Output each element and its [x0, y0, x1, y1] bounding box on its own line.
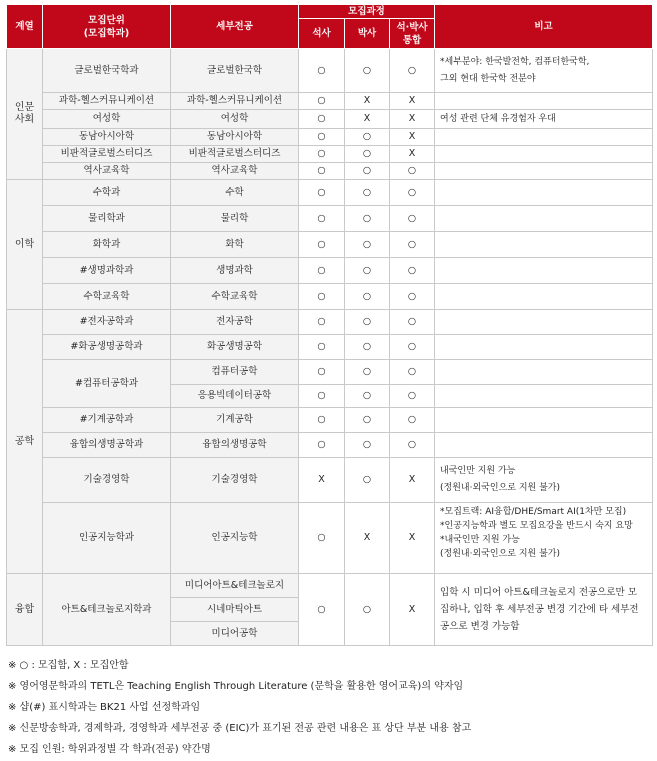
remarks-cell: *세부분야: 한국발전학, 컴퓨터한국학, 그외 현대 한국학 전분야 — [435, 49, 653, 93]
remarks-cell: 내국인만 지원 가능 (정원내·외국인으로 지원 불가) — [435, 458, 653, 503]
major-cell: 기술경영학 — [171, 458, 299, 503]
unit-cell: 수학교육학 — [43, 284, 171, 310]
doctor-cell: ○ — [345, 458, 390, 503]
remarks-cell: 여성 관련 단체 유경험자 우대 — [435, 110, 653, 129]
remarks-cell: 입학 시 미디어 아트&테크놀로지 전공으로만 모 집하나, 입학 후 세부전공 변경 기간에 타 세부전 공으로 변경 가능함 — [435, 574, 653, 646]
doctor-cell: ○ — [345, 574, 390, 646]
doctor-cell: X — [345, 503, 390, 574]
table-row — [7, 93, 653, 110]
header-unit: 모집단위 (모집학과) — [43, 5, 171, 49]
remarks-cell — [435, 163, 653, 180]
table-row — [7, 110, 653, 129]
footnote: ※ 신문방송학과, 경제학과, 경영학과 세부전공 중 (EIC)가 표기된 전공 관련 내용은 표 상단 부분 내용 참고 — [8, 723, 472, 734]
table-row — [7, 146, 653, 163]
doctor-cell: ○ — [345, 433, 390, 458]
master-cell: ○ — [299, 49, 345, 93]
integrated-cell: X — [390, 110, 435, 129]
major-cell: 동남아시아학 — [171, 129, 299, 146]
table-row — [7, 49, 653, 93]
category-cell: 공학 — [7, 310, 43, 574]
unit-cell: 기술경영학 — [43, 458, 171, 503]
unit-cell: 역사교육학 — [43, 163, 171, 180]
master-cell: ○ — [299, 574, 345, 646]
major-cell: 글로벌한국학 — [171, 49, 299, 93]
doctor-cell: ○ — [345, 408, 390, 433]
unit-cell: #생명과학과 — [43, 258, 171, 284]
table-row — [7, 503, 653, 574]
table-row — [7, 206, 653, 232]
master-cell: ○ — [299, 163, 345, 180]
unit-cell: 인공지능학과 — [43, 503, 171, 574]
remarks-cell — [435, 232, 653, 258]
remarks-cell — [435, 408, 653, 433]
integrated-cell: X — [390, 503, 435, 574]
master-cell: ○ — [299, 503, 345, 574]
remarks-cell — [435, 93, 653, 110]
master-cell: ○ — [299, 110, 345, 129]
footnotes — [8, 655, 471, 760]
integrated-cell: ○ — [390, 232, 435, 258]
doctor-cell: ○ — [345, 163, 390, 180]
remarks-cell — [435, 206, 653, 232]
master-cell: ○ — [299, 335, 345, 360]
unit-cell: #전자공학과 — [43, 310, 171, 335]
category-cell: 이학 — [7, 180, 43, 310]
table-row — [7, 129, 653, 146]
remarks-cell — [435, 284, 653, 310]
unit-cell: 동남아시아학 — [43, 129, 171, 146]
doctor-cell: ○ — [345, 232, 390, 258]
category-cell: 인문 사회 — [7, 49, 43, 180]
master-cell: ○ — [299, 360, 345, 385]
master-cell: ○ — [299, 232, 345, 258]
header-major: 세부전공 — [171, 5, 299, 49]
major-cell: 인공지능학 — [171, 503, 299, 574]
major-cell: 미디어공학 — [171, 622, 299, 646]
master-cell: ○ — [299, 385, 345, 408]
table-row — [7, 232, 653, 258]
category-cell: 융합 — [7, 574, 43, 646]
doctor-cell: ○ — [345, 360, 390, 385]
unit-cell: 융합의생명공학과 — [43, 433, 171, 458]
master-cell: ○ — [299, 433, 345, 458]
footnote: ※ 영어영문학과의 TETL은 Teaching English Through Literature (문학을 활용한 영어교육)의 약자임 — [8, 681, 464, 692]
doctor-cell: ○ — [345, 310, 390, 335]
unit-cell: 여성학 — [43, 110, 171, 129]
remarks-cell — [435, 433, 653, 458]
integrated-cell: ○ — [390, 385, 435, 408]
major-cell: 화공생명공학 — [171, 335, 299, 360]
integrated-cell: X — [390, 146, 435, 163]
master-cell: ○ — [299, 93, 345, 110]
doctor-cell: ○ — [345, 385, 390, 408]
table-row — [7, 574, 653, 598]
table-row — [7, 433, 653, 458]
integrated-cell: ○ — [390, 49, 435, 93]
master-cell: X — [299, 458, 345, 503]
master-cell: ○ — [299, 206, 345, 232]
doctor-cell: X — [345, 93, 390, 110]
header-doctor: 박사 — [345, 19, 390, 49]
major-cell: 과학-헬스커뮤니케이션 — [171, 93, 299, 110]
doctor-cell: ○ — [345, 284, 390, 310]
unit-cell: #기계공학과 — [43, 408, 171, 433]
master-cell: ○ — [299, 408, 345, 433]
major-cell: 융합의생명공학 — [171, 433, 299, 458]
major-cell: 수학 — [171, 180, 299, 206]
master-cell: ○ — [299, 146, 345, 163]
table-row — [7, 360, 653, 385]
header-integrated: 석·박사 통합 — [390, 19, 435, 49]
remarks-cell — [435, 258, 653, 284]
integrated-cell: X — [390, 129, 435, 146]
unit-cell: 비판적글로벌스터디즈 — [43, 146, 171, 163]
unit-cell: 물리학과 — [43, 206, 171, 232]
integrated-cell: ○ — [390, 360, 435, 385]
integrated-cell: ○ — [390, 310, 435, 335]
header-course-group: 모집과정 — [299, 5, 435, 19]
table-row — [7, 408, 653, 433]
doctor-cell: ○ — [345, 335, 390, 360]
unit-cell: 과학-헬스커뮤니케이션 — [43, 93, 171, 110]
header-remarks: 비고 — [435, 5, 653, 49]
integrated-cell: ○ — [390, 206, 435, 232]
table-row — [7, 458, 653, 503]
doctor-cell: ○ — [345, 49, 390, 93]
master-cell: ○ — [299, 129, 345, 146]
major-cell: 시네마틱아트 — [171, 598, 299, 622]
remarks-cell — [435, 146, 653, 163]
table-row — [7, 258, 653, 284]
major-cell: 전자공학 — [171, 310, 299, 335]
table-row — [7, 335, 653, 360]
major-cell: 응용빅데이터공학 — [171, 385, 299, 408]
remarks-cell: *모집트랙: AI융합/DHE/Smart AI(1차만 모집) *인공지능학과 별도 모집요강을 반드시 숙지 요망 *내국인만 지원 가능 (정원내·외국인으로 지원 불가) — [435, 503, 653, 574]
doctor-cell: ○ — [345, 129, 390, 146]
integrated-cell: X — [390, 458, 435, 503]
remarks-cell — [435, 129, 653, 146]
master-cell: ○ — [299, 310, 345, 335]
remarks-cell — [435, 335, 653, 360]
master-cell: ○ — [299, 180, 345, 206]
unit-cell: 글로벌한국학과 — [43, 49, 171, 93]
major-cell: 역사교육학 — [171, 163, 299, 180]
footnote: ※ ○ : 모집함, X : 모집안함 — [8, 660, 129, 671]
major-cell: 미디어아트&테크놀로지 — [171, 574, 299, 598]
integrated-cell: ○ — [390, 258, 435, 284]
unit-cell: #화공생명공학과 — [43, 335, 171, 360]
major-cell: 컴퓨터공학 — [171, 360, 299, 385]
remarks-cell — [435, 385, 653, 408]
unit-cell: 화학과 — [43, 232, 171, 258]
major-cell: 여성학 — [171, 110, 299, 129]
major-cell: 화학 — [171, 232, 299, 258]
integrated-cell: ○ — [390, 284, 435, 310]
integrated-cell: ○ — [390, 408, 435, 433]
remarks-cell — [435, 310, 653, 335]
doctor-cell: ○ — [345, 146, 390, 163]
major-cell: 생명과학 — [171, 258, 299, 284]
unit-cell: 수학과 — [43, 180, 171, 206]
major-cell: 수학교육학 — [171, 284, 299, 310]
table-body — [7, 49, 653, 646]
integrated-cell: X — [390, 93, 435, 110]
header-master: 석사 — [299, 19, 345, 49]
major-cell: 물리학 — [171, 206, 299, 232]
master-cell: ○ — [299, 258, 345, 284]
doctor-cell: ○ — [345, 206, 390, 232]
integrated-cell: X — [390, 574, 435, 646]
table-row — [7, 180, 653, 206]
integrated-cell: ○ — [390, 433, 435, 458]
integrated-cell: ○ — [390, 180, 435, 206]
unit-cell: 아트&테크놀로지학과 — [43, 574, 171, 646]
integrated-cell: ○ — [390, 163, 435, 180]
footnote: ※ 샵(#) 표시학과는 BK21 사업 선정학과임 — [8, 702, 201, 713]
remarks-cell — [435, 360, 653, 385]
integrated-cell: ○ — [390, 335, 435, 360]
master-cell: ○ — [299, 284, 345, 310]
table-row — [7, 310, 653, 335]
doctor-cell: X — [345, 110, 390, 129]
header-category: 계열 — [7, 5, 43, 49]
doctor-cell: ○ — [345, 258, 390, 284]
doctor-cell: ○ — [345, 180, 390, 206]
unit-cell: #컴퓨터공학과 — [43, 360, 171, 408]
major-cell: 기계공학 — [171, 408, 299, 433]
admissions-table — [6, 4, 653, 646]
table-row — [7, 163, 653, 180]
remarks-cell — [435, 180, 653, 206]
table-row — [7, 284, 653, 310]
footnote: ※ 모집 인원: 학위과정별 각 학과(전공) 약간명 — [8, 744, 211, 755]
major-cell: 비판적글로벌스터디즈 — [171, 146, 299, 163]
